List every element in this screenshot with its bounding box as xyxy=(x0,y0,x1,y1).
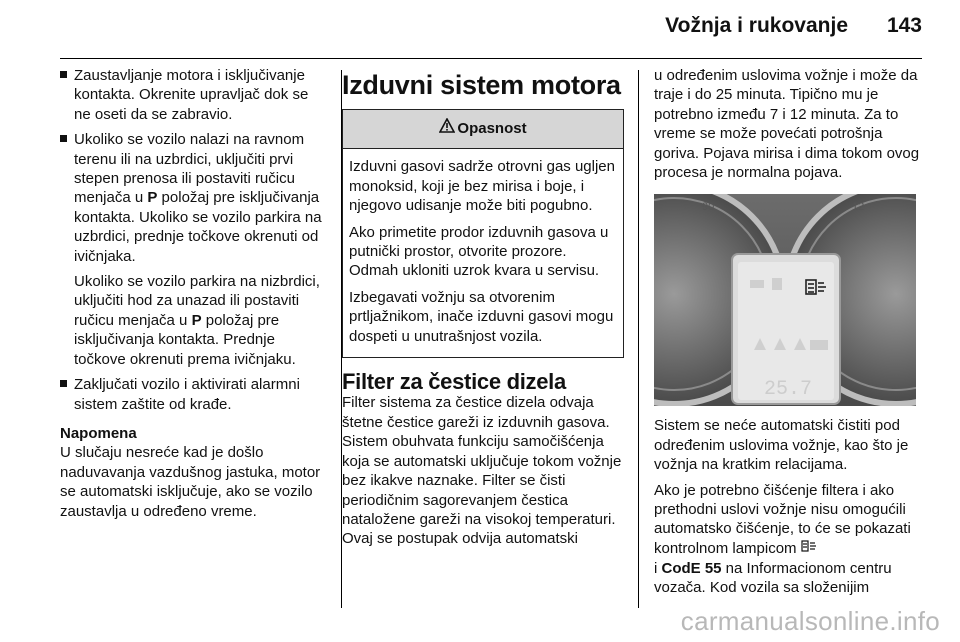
list-item-text: Zaključati vozilo i aktivirati alarmni sistem zaštite od krađe. xyxy=(74,376,300,413)
list-item xyxy=(60,130,328,266)
paragraph-text: na Informacionom centru vozača. Kod vozila sa složenijim xyxy=(654,559,892,597)
instrument-cluster-image xyxy=(654,194,916,406)
section-title: Izduvni sistem motora xyxy=(342,70,621,100)
warning-paragraph: Izbegavati vožnju sa otvorenim prtljažnikom, inače izduvni gasovi mogu dospeti u unutrašnjost vozila. xyxy=(349,288,614,345)
subsection-title: Filter za čestice dizela xyxy=(342,369,566,395)
body-text: u određenim uslovima vožnje i može da traje i do 25 minuta. Tipično mu je potrebno između 7 i 12 minuta. Za to vreme se može povećati potrošnja goriva. Pojava mirisa i dima tokom ovog procesa je normalna pojava. xyxy=(654,67,920,182)
gauge-right-label: 12 xyxy=(852,201,865,214)
list-item xyxy=(60,66,328,124)
column-divider-2 xyxy=(638,70,639,608)
note-text: U slučaju nesreće kad je došlo naduvavanja vazdušnog jastuka, motor se automatski isključuje, ako se vozilo zaustavlja u određeno vreme. xyxy=(60,444,321,520)
display-value: 25.7 xyxy=(764,378,813,402)
header-rule xyxy=(60,58,922,59)
gear-p-label: P xyxy=(147,189,158,207)
watermark: carmanualsonline.info xyxy=(680,606,940,636)
code-label: CodE 55 xyxy=(661,559,722,577)
indented-paragraph xyxy=(60,272,328,369)
body-text: Filter sistema za čestice dizela odvaja štetne čestice gareži iz izduvnih gasova. Sistem obuhvata funkciju samočišćenja koja se automatski uključuje tokom vožnje bez ikakve naznake. Filter se čisti periodičnim sagorevanjem čestica nataložene gareži na visokoj temperaturi. Ovaj se postupak odvija automatski xyxy=(342,394,622,548)
paragraph-text: položaj pre isključivanja kontakta. Prednje točkove okrenuti prema ivičnjaku. xyxy=(74,311,296,368)
warning-paragraph: Izduvni gasovi sadrže otrovni gas ugljen monoksid, koji je bez mirisa i boje, i njegovo udisanje može biti pogubno. xyxy=(349,158,615,215)
instruction-list-2 xyxy=(60,375,328,414)
chapter-title: Vožnja i rukovanje xyxy=(665,14,848,37)
bullet-icon xyxy=(60,71,67,78)
bullet-icon xyxy=(60,135,67,142)
list-item-text: položaj pre isključivanja kontakta. Ukoliko se vozilo parkira na uzbrdici, prednje točkove okrenuti od ivičnjaka. xyxy=(74,189,322,265)
list-item-text: Zaustavljanje motora i isključivanje kontakta. Okrenite upravljač dok se ne oseti da se zabravio. xyxy=(74,67,309,123)
note-title: Napomena xyxy=(60,424,137,442)
list-item xyxy=(60,375,328,414)
gauge-left-label: 90 xyxy=(702,201,715,214)
warning-box xyxy=(342,109,624,358)
warning-triangle-icon xyxy=(439,110,455,148)
body-text: Sistem se neće automatski čistiti pod određenim uslovima vožnje, kao što je vožnja na kratkim relacijama. xyxy=(654,417,909,474)
column-1 xyxy=(60,66,328,527)
instruction-list xyxy=(60,66,328,266)
diesel-particle-filter-lamp-icon xyxy=(801,539,817,558)
paragraph-text: Ako je potrebno čišćenje filtera i ako prethodni uslovi vožnje nisu omogućili automatsko čišćenje, to će se pokazati kontrolnom lampicom xyxy=(654,481,911,557)
page-header xyxy=(0,0,960,58)
column-3 xyxy=(654,66,926,603)
gear-p-label: P xyxy=(191,311,202,329)
list-item-text: Ukoliko se vozilo nalazi na ravnom terenu ili na uzbrdici, uključiti prvi stepen prenosa ili postaviti ručicu menjača u xyxy=(74,131,305,207)
paragraph-text: i xyxy=(654,559,662,577)
warning-title: Opasnost xyxy=(457,120,527,138)
warning-header xyxy=(343,110,623,149)
body-text xyxy=(654,481,926,598)
paragraph-text: Ukoliko se vozilo parkira na nizbrdici, uključiti hod za unazad ili postaviti ručicu menjača u xyxy=(74,273,320,329)
column-2 xyxy=(342,66,624,555)
warning-paragraph: Ako primetite prodor izduvnih gasova u putnički prostor, otvorite prozore. Odmah ukloniti uzrok kvara u servisu. xyxy=(349,223,609,280)
page-number: 143 xyxy=(886,14,922,37)
warning-body xyxy=(343,149,623,357)
bullet-icon xyxy=(60,380,67,387)
